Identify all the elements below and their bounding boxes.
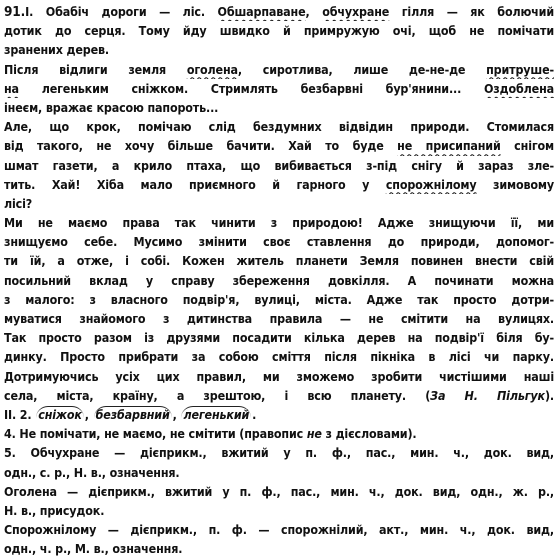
text-line-4: Після відлиги земля оголена, сиротлива, лише де-не-де притруше- [4, 61, 554, 77]
text-line-3: зранених дерев. [4, 42, 109, 58]
text-line-17: муватися знайомого з дитинства правила — не смітити на вулицях. [4, 311, 554, 326]
word-ozdoblena: Оздоблена [483, 80, 554, 96]
text-line-21: села, міста, країну, а зрештою, і всю планету. (За Н. Пільгук). [4, 387, 554, 403]
word-ne-prysypanyi: не присипаний [397, 138, 501, 154]
text-line-8: від такого, не хочу більше бачити. Хай то буде не присипаний снігом [4, 138, 554, 154]
text-line-20: Дотримуючись усіх цих правил, ми зможемо зробити чистішими наші [4, 368, 554, 384]
part5-line-6: одн., ч. р., М. в., означення. [4, 541, 183, 557]
part5-line-1: 5. Обчухране — дієприкм., вжитий у п. ф., пас., мин. ч., док. вид, [4, 445, 554, 461]
text-line-13: знищуємо себе. Мусимо змінити своє ставлення до природи, допомог- [4, 234, 554, 250]
source-author: За Н. Пільгук [430, 387, 545, 403]
word-snizhok: сніжок [38, 406, 82, 422]
part5-line-4: Н. в., присудок. [4, 502, 105, 518]
text-line-12: Ми не маємо права так чинити з природою! Адже знищуючи її, ми [4, 215, 554, 231]
word-obsharpavane: Обшарпаване [217, 4, 306, 19]
text-line-16: з малого: з власного подвір'я, вулиці, міста. Адже так просто дотри- [4, 291, 554, 307]
word-legenkyi: легенький [183, 406, 250, 422]
part2-label: II. 2. [4, 406, 32, 422]
word-prytrushena-part1: притруше- [486, 61, 554, 77]
text-line-19: динку. Просто прибрати за собою сміття після пікніка в лісі чи парку. [4, 349, 554, 365]
text-line-2: дотик до серця. Тому йду швидко й примружую очі, щоб не помічати [4, 23, 554, 39]
text-line-18: Так просто разом із друзями посадити кілька дерев на подвір'ї біля бу- [4, 330, 554, 346]
text-line-5: на легеньким сніжком. Стримлять безбарвні бур'янини... Оздоблена [4, 80, 554, 96]
exercise-number: 91. [4, 4, 26, 20]
word-obchukhrane: обчухране [322, 4, 390, 19]
word-sporozhnilomu: спорожнілому [385, 176, 477, 192]
part5-line-2: одн., с. р., Н. в., означення. [4, 464, 180, 480]
text-line-9: шмат газети, а крило птаха, що вибивається з-під снігу й зараз зле- [4, 157, 554, 173]
part4-line: 4. Не помічати, не маємо, не смітити (правопис не з дієсловами). [4, 426, 417, 442]
text-line-10: тить. Хай! Хіба мало приємного й гарного у спорожнілому зимовому [4, 176, 554, 192]
part2-line: II. 2. сніжок , безбарвний , легенький . [4, 406, 257, 422]
text-line-14: ти їй, а отже, і собі. Кожен житель планети Земля повинен внести свій [4, 253, 554, 269]
particle-ne: не [306, 426, 322, 442]
section-label: I. [25, 4, 34, 19]
part5-line-5: Спорожнілому — дієприкм., п. ф. — спорожнілий, акт., мин. ч., док. вид, [4, 522, 554, 538]
part5-line-3: Оголена — дієприкм., вжитий у п. ф., пас., мин. ч., док. вид, одн., ж. р., [4, 483, 554, 499]
word-ogolena: оголена [186, 61, 238, 77]
word-prytrushena-part2: на [4, 80, 19, 96]
text-line-11: лісі? [4, 195, 33, 211]
text-line-15: посильний вклад у справу збереження довкілля. А починати можна [4, 272, 554, 288]
text-line-6: інеєм, вражає красою папороть... [4, 99, 219, 115]
word-bezbarvnyi: безбарвний [95, 406, 170, 422]
text-line-7: Але, що крок, помічаю слід бездумних відвідин природи. Стомилася [4, 119, 554, 135]
text-line-1: 91.I. Обабіч дороги — ліс. Обшарпаване, обчухране гілля — як болючий [4, 4, 554, 20]
